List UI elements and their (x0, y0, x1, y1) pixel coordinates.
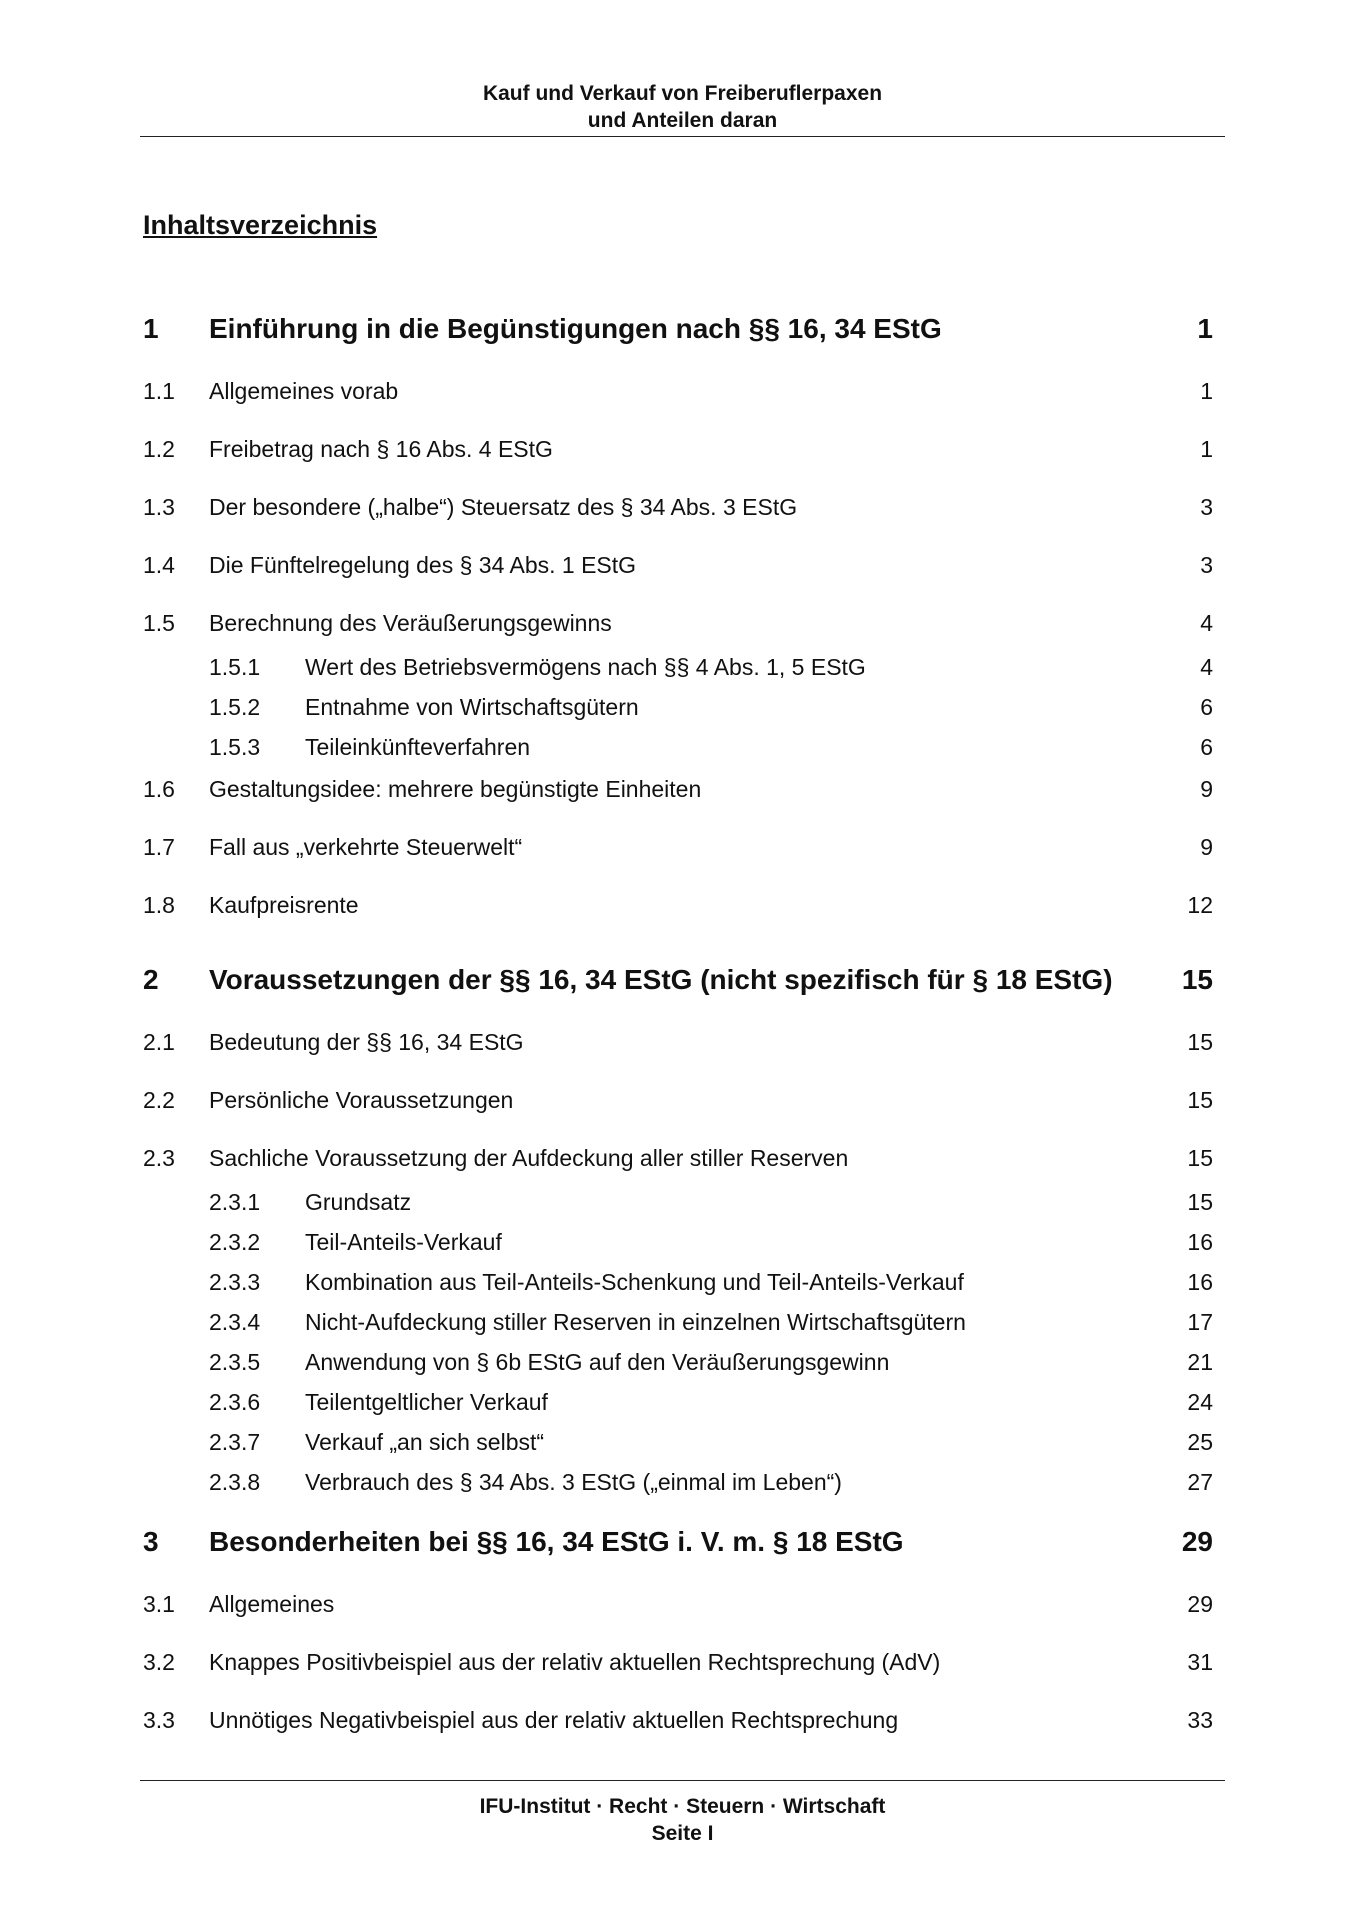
toc-entry-page-number: 15 (1187, 1086, 1213, 1113)
toc-entry-title: Freibetrag nach § 16 Abs. 4 EStG (209, 435, 553, 462)
toc-entry-page-number: 29 (1181, 1526, 1213, 1557)
footer-divider (140, 1780, 1225, 1781)
toc-entry-number: 1.5.2 (209, 693, 261, 720)
toc-entry-title: Bedeutung der §§ 16, 34 EStG (209, 1028, 524, 1055)
toc-entry-number: 2.3.6 (209, 1388, 261, 1415)
toc-entry-level-3 (143, 727, 1213, 767)
toc-entry-title: Verkauf „an sich selbst“ (305, 1428, 545, 1455)
toc-entry-page-number: 15 (1187, 1144, 1213, 1171)
toc-entry-title: Allgemeines (209, 1590, 335, 1617)
toc-entry-page-number: 31 (1187, 1648, 1213, 1675)
toc-entry-level-3 (143, 1182, 1213, 1222)
toc-entry-page-number: 15 (1187, 1188, 1213, 1215)
toc-entry-number: 3.3 (143, 1706, 175, 1733)
toc-entry-page-number: 3 (1200, 551, 1213, 578)
toc-entry-page-number: 16 (1187, 1268, 1213, 1295)
toc-entry-number: 1.8 (143, 891, 175, 918)
footer-institute: IFU-Institut · Recht · Steuern · Wirtschaft (479, 1795, 886, 1818)
toc-entry-page-number: 33 (1187, 1706, 1213, 1733)
toc-heading: Inhaltsverzeichnis (143, 210, 378, 240)
toc-entry-level-1 (143, 309, 1213, 349)
toc-entry-title: Entnahme von Wirtschaftsgütern (305, 693, 639, 720)
toc-entry-number: 2.1 (143, 1028, 175, 1055)
header-title-line-2: und Anteilen daran (587, 109, 778, 132)
toc-entry-title: Kombination aus Teil-Anteils-Schenkung und Teil-Anteils-Verkauf (305, 1268, 964, 1295)
toc-entry-number: 3.1 (143, 1590, 175, 1617)
toc-entry-level-2 (143, 487, 1213, 527)
toc-entry-number: 2.3.7 (209, 1428, 261, 1455)
page-footer (140, 1793, 1225, 1847)
toc-entry-page-number: 16 (1187, 1228, 1213, 1255)
toc-entry-title: Knappes Positivbeispiel aus der relativ aktuellen Rechtsprechung (AdV) (209, 1648, 941, 1675)
toc-entry-page-number: 17 (1187, 1308, 1213, 1335)
toc-entry-title: Unnötiges Negativbeispiel aus der relativ aktuellen Rechtsprechung (209, 1706, 899, 1733)
toc-entry-level-2 (143, 1584, 1213, 1624)
toc-entry-title: Teileinkünfteverfahren (305, 733, 531, 760)
toc-entry-number: 1.3 (143, 493, 175, 520)
toc-entry-level-3 (143, 1462, 1213, 1502)
toc-entry-level-3 (143, 1302, 1213, 1342)
toc-entry-title: Fall aus „verkehrte Steuerwelt“ (209, 833, 523, 860)
toc-entry-number: 1 (143, 313, 159, 344)
toc-entry-level-2 (143, 371, 1213, 411)
toc-entry-page-number: 12 (1187, 891, 1213, 918)
toc-entry-title: Kaufpreisrente (209, 891, 359, 918)
toc-entry-title: Gestaltungsidee: mehrere begünstigte Einheiten (209, 775, 702, 802)
toc-entry-title: Nicht-Aufdeckung stiller Reserven in einzelnen Wirtschaftsgütern (305, 1308, 966, 1335)
toc-entry-title: Allgemeines vorab (209, 377, 399, 404)
toc-entry-number: 1.5.1 (209, 653, 261, 680)
toc-entry-page-number: 24 (1187, 1388, 1213, 1415)
toc-entry-page-number: 4 (1200, 609, 1213, 636)
toc-entry-title: Wert des Betriebsvermögens nach §§ 4 Abs. 1, 5 EStG (305, 653, 866, 680)
toc-entry-level-3 (143, 647, 1213, 687)
toc-entry-level-3 (143, 1382, 1213, 1422)
page-header (140, 80, 1225, 134)
toc-entry-number: 1.4 (143, 551, 175, 578)
toc-entry-number: 2 (143, 964, 159, 995)
toc-entry-number: 2.3.8 (209, 1468, 261, 1495)
toc-entry-page-number: 15 (1187, 1028, 1213, 1055)
toc-entry-page-number: 21 (1187, 1348, 1213, 1375)
toc-entry-number: 1.5.3 (209, 733, 261, 760)
toc-entry-number: 1.1 (143, 377, 175, 404)
toc-entry-level-2 (143, 1022, 1213, 1062)
toc-entry-title: Anwendung von § 6b EStG auf den Veräußerungsgewinn (305, 1348, 890, 1375)
toc-entry-level-1 (143, 1522, 1213, 1562)
header-divider (140, 136, 1225, 137)
toc-entry-number: 1.5 (143, 609, 175, 636)
toc-entry-page-number: 1 (1200, 435, 1213, 462)
toc-entry-level-3 (143, 1342, 1213, 1382)
toc-entry-number: 3.2 (143, 1648, 175, 1675)
toc-entry-level-2 (143, 885, 1213, 925)
toc-entry-title: Die Fünftelregelung des § 34 Abs. 1 EStG (209, 551, 637, 578)
toc-entry-page-number: 3 (1200, 493, 1213, 520)
toc-entry-page-number: 9 (1200, 775, 1213, 802)
toc-entry-page-number: 1 (1197, 313, 1213, 344)
toc-entry-number: 1.6 (143, 775, 175, 802)
toc-entry-title: Voraussetzungen der §§ 16, 34 EStG (nicht spezifisch für § 18 EStG) (209, 964, 1113, 995)
toc-entry-level-2 (143, 1700, 1213, 1740)
toc-entry-page-number: 27 (1187, 1468, 1213, 1495)
toc-entry-level-2 (143, 1642, 1213, 1682)
toc-entry-page-number: 6 (1200, 693, 1213, 720)
toc-entry-title: Besonderheiten bei §§ 16, 34 EStG i. V. m. § 18 EStG (209, 1526, 904, 1557)
toc-entry-level-2 (143, 429, 1213, 469)
toc-entry-number: 2.3.3 (209, 1268, 261, 1295)
toc-entry-title: Grundsatz (305, 1188, 412, 1215)
toc-entry-number: 2.3.4 (209, 1308, 261, 1335)
toc-entry-page-number: 15 (1181, 964, 1213, 995)
toc-entry-number: 1.2 (143, 435, 175, 462)
toc-entry-level-1 (143, 960, 1213, 1000)
toc-entry-number: 2.2 (143, 1086, 175, 1113)
toc-entry-number: 3 (143, 1526, 159, 1557)
toc-entry-level-2 (143, 827, 1213, 867)
toc-entry-page-number: 25 (1187, 1428, 1213, 1455)
toc-entry-number: 2.3.2 (209, 1228, 261, 1255)
toc-entry-page-number: 29 (1187, 1590, 1213, 1617)
toc-entry-level-3 (143, 1222, 1213, 1262)
toc-entry-title: Verbrauch des § 34 Abs. 3 EStG („einmal im Leben“) (305, 1468, 842, 1495)
toc-entry-level-2 (143, 1080, 1213, 1120)
toc-entry-title: Der besondere („halbe“) Steuersatz des § 34 Abs. 3 EStG (209, 493, 798, 520)
toc-entry-level-2 (143, 1138, 1213, 1178)
toc-entry-number: 2.3.5 (209, 1348, 261, 1375)
header-title-line-1: Kauf und Verkauf von Freiberuflerpaxen (482, 82, 883, 105)
toc-entry-page-number: 9 (1200, 833, 1213, 860)
toc-entry-level-2 (143, 769, 1213, 809)
footer-page-number: Seite I (651, 1822, 714, 1845)
toc-entry-page-number: 1 (1200, 377, 1213, 404)
toc-entry-title: Teil-Anteils-Verkauf (305, 1228, 502, 1255)
toc-entry-title: Berechnung des Veräußerungsgewinns (209, 609, 612, 636)
toc-entry-level-2 (143, 545, 1213, 585)
toc-entry-title: Persönliche Voraussetzungen (209, 1086, 514, 1113)
toc-entry-level-3 (143, 687, 1213, 727)
toc-entry-title: Teilentgeltlicher Verkauf (305, 1388, 548, 1415)
toc-entry-page-number: 6 (1200, 733, 1213, 760)
toc-entry-title: Einführung in die Begünstigungen nach §§ 16, 34 EStG (209, 313, 942, 344)
toc-entry-title: Sachliche Voraussetzung der Aufdeckung aller stiller Reserven (209, 1144, 849, 1171)
toc-entry-level-3 (143, 1422, 1213, 1462)
toc-entry-number: 2.3 (143, 1144, 175, 1171)
toc-entry-number: 1.7 (143, 833, 175, 860)
toc-entry-level-3 (143, 1262, 1213, 1302)
toc-entry-number: 2.3.1 (209, 1188, 261, 1215)
toc-entry-page-number: 4 (1200, 653, 1213, 680)
toc-entry-level-2 (143, 603, 1213, 643)
